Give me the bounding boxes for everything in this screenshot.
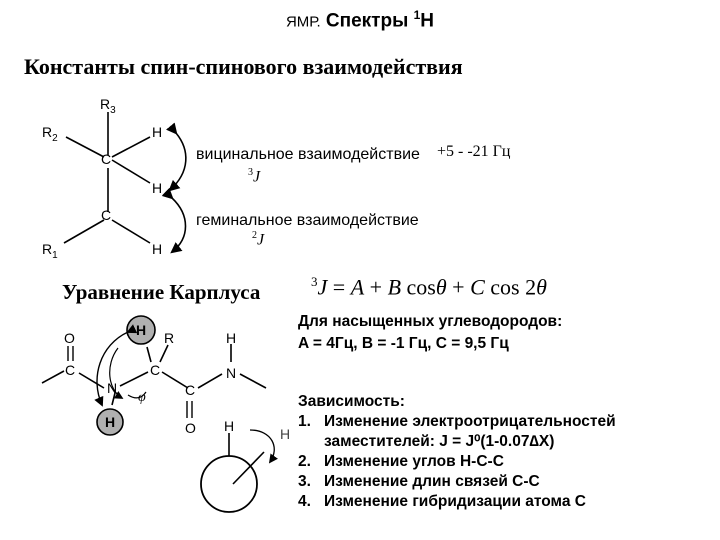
r3-label: $R_3$ xyxy=(100,96,116,116)
bond-c-h-top xyxy=(112,137,150,157)
newman-h1-label: H xyxy=(224,418,235,434)
r2-label: $R_2$ xyxy=(42,124,58,144)
c-center-label: C xyxy=(150,362,161,378)
dependence-list xyxy=(298,392,616,512)
newman-rotation-arrow xyxy=(250,430,274,462)
o-right-label: O xyxy=(185,420,196,436)
title-end: H xyxy=(420,10,435,32)
list-item: 1. Изменение электроотрицательностей xyxy=(298,413,616,430)
n-right-label: N xyxy=(226,365,237,381)
h-middle-label: H xyxy=(152,180,163,196)
r1-label: $R_1$ xyxy=(42,241,58,261)
list-item: 4. Изменение гибридизации атома C xyxy=(298,493,586,510)
bond-c-n-right xyxy=(198,374,222,388)
vicinal-label: вицинальное взаимодействие xyxy=(196,146,420,163)
geminal-j: $^2$J xyxy=(252,230,265,249)
karplus-formula: $^3$J = A + B cosθ + C cos 2θ xyxy=(311,274,547,300)
bond-c-r1 xyxy=(64,220,104,243)
bond-c-h-mid xyxy=(112,160,150,183)
list-item: 2. Изменение углов H-C-C xyxy=(298,453,504,470)
h-right-label: H xyxy=(226,330,237,346)
saturated-line1: Для насыщенных углеводородов: xyxy=(298,313,563,330)
h-top-label: H xyxy=(152,124,163,140)
section-subtitle: Константы спин-спинового взаимодействия xyxy=(24,54,463,79)
vicinal-value: +5 - -21 Гц xyxy=(437,143,511,160)
list-item: заместителей: J = J⁰(1-0.07∆X) xyxy=(324,433,555,450)
c-lower-label: C xyxy=(101,207,112,223)
karplus-title: Уравнение Карплуса xyxy=(62,280,261,304)
h-top-circle-label: H xyxy=(136,322,147,338)
title-sup: 1 xyxy=(413,8,421,22)
c-left-label: C xyxy=(65,362,76,378)
phi-label: φ xyxy=(138,390,146,405)
dependence-title: Зависимость: xyxy=(298,393,405,410)
geminal-label: геминальное взаимодействие xyxy=(196,212,419,229)
c-upper-label: C xyxy=(101,151,112,167)
vicinal-j: $^3$J xyxy=(248,167,261,186)
h-bottom-label: H xyxy=(152,241,163,257)
h-bottom-circle-label: H xyxy=(105,414,116,430)
newman-h2-label: H xyxy=(280,426,291,442)
saturated-line2: A = 4Гц, B = -1 Гц, C = 9,5 Гц xyxy=(298,335,509,352)
bond-c-h-bottom xyxy=(112,220,150,243)
c-right-label: C xyxy=(185,382,196,398)
list-item: 3. Изменение длин связей C-C xyxy=(298,473,540,490)
o-left-label: O xyxy=(64,330,75,346)
bond-c-r xyxy=(160,345,168,362)
newman-circle xyxy=(201,456,257,512)
bond-c-n-left xyxy=(79,373,104,388)
r-label: R xyxy=(164,330,175,346)
title-main: Спектры xyxy=(325,10,414,32)
bond-n-c-center xyxy=(120,372,148,386)
vicinal-arrow xyxy=(170,133,186,190)
bond-left-stub xyxy=(42,371,64,383)
n-left-label: N xyxy=(107,380,118,396)
bond-right-stub xyxy=(240,374,266,388)
bond-c-r2 xyxy=(66,137,104,157)
bond-c-h-top-circle xyxy=(147,347,151,362)
geminal-arrow xyxy=(172,198,186,252)
title-prefix: ЯМР. xyxy=(285,13,321,31)
